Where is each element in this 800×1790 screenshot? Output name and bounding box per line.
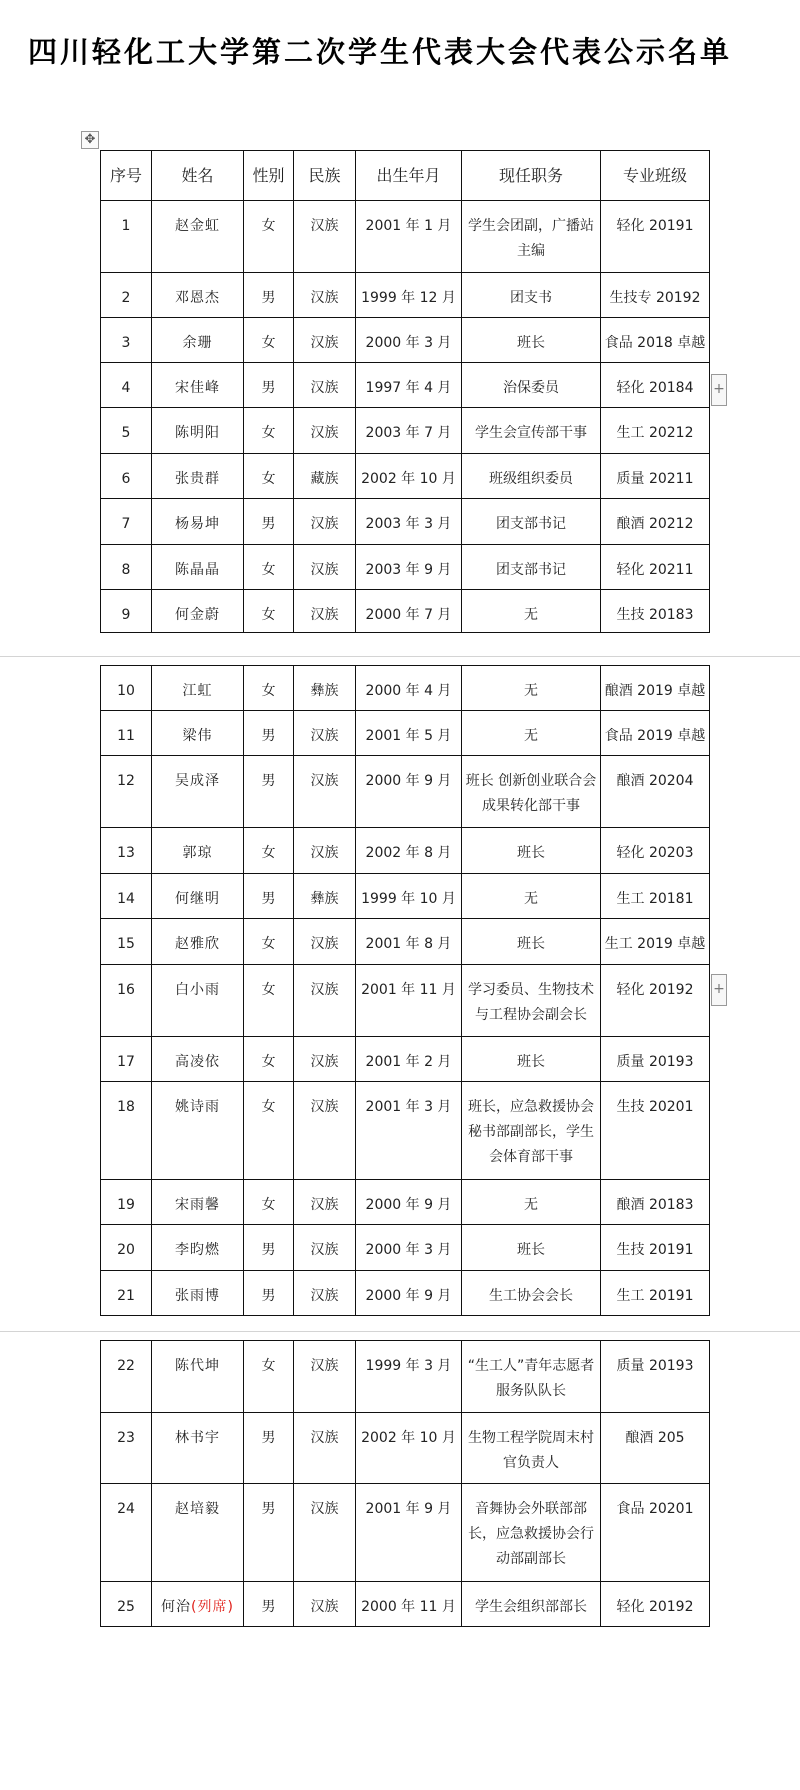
row-name xyxy=(152,590,244,633)
row-name xyxy=(152,545,244,590)
row-ethnicity: 汉族 xyxy=(294,273,356,318)
row-birth: 2003 年 3 月 xyxy=(356,499,462,545)
row-name-text: 江虹 xyxy=(182,683,213,699)
row-duty: 生工协会会长 xyxy=(462,1271,601,1316)
table-row xyxy=(101,874,710,919)
row-name-text: 张贵群 xyxy=(175,471,220,487)
table-row xyxy=(101,273,710,318)
row-number: 25 xyxy=(101,1582,152,1627)
row-number: 18 xyxy=(101,1082,152,1180)
row-class: 生技专 20192 xyxy=(601,273,710,318)
row-ethnicity: 彝族 xyxy=(294,666,356,711)
row-name xyxy=(152,363,244,408)
row-number: 5 xyxy=(101,408,152,454)
row-gender: 女 xyxy=(244,201,294,273)
row-class: 质量 20193 xyxy=(601,1037,710,1082)
table-row xyxy=(101,1484,710,1582)
row-class: 生工 20191 xyxy=(601,1271,710,1316)
row-name-text: 梁伟 xyxy=(182,728,213,744)
row-ethnicity: 汉族 xyxy=(294,499,356,545)
row-ethnicity: 汉族 xyxy=(294,711,356,756)
table-row xyxy=(101,201,710,273)
row-name xyxy=(152,1341,244,1413)
row-number: 12 xyxy=(101,756,152,828)
page-break xyxy=(0,656,800,657)
row-gender: 男 xyxy=(244,1484,294,1582)
row-name xyxy=(152,711,244,756)
row-class: 食品 20201 xyxy=(601,1484,710,1582)
row-class: 酿酒 20212 xyxy=(601,499,710,545)
row-name xyxy=(152,1037,244,1082)
row-ethnicity: 汉族 xyxy=(294,756,356,828)
table-row xyxy=(101,1582,710,1627)
row-name xyxy=(152,201,244,273)
table-row xyxy=(101,499,710,545)
row-birth: 2000 年 3 月 xyxy=(356,318,462,363)
row-class: 轻化 20211 xyxy=(601,545,710,590)
row-name-text: 宋雨馨 xyxy=(175,1197,220,1213)
row-gender: 男 xyxy=(244,1271,294,1316)
row-class: 生工 2019 卓越 xyxy=(601,919,710,965)
row-ethnicity: 藏族 xyxy=(294,454,356,499)
row-duty: 生物工程学院周末村官负责人 xyxy=(462,1413,601,1484)
row-duty: 班长 xyxy=(462,1037,601,1082)
row-gender: 女 xyxy=(244,919,294,965)
header-ethnicity: 民族 xyxy=(294,151,356,201)
page-title: 四川轻化工大学第二次学生代表大会代表公示名单 xyxy=(27,35,732,69)
row-birth: 1999 年 12 月 xyxy=(356,273,462,318)
row-name-text: 何继明 xyxy=(175,891,220,907)
table-row xyxy=(101,1271,710,1316)
row-number: 10 xyxy=(101,666,152,711)
row-birth: 1999 年 10 月 xyxy=(356,874,462,919)
row-duty: 班长 xyxy=(462,318,601,363)
row-class: 生技 20191 xyxy=(601,1225,710,1271)
row-birth: 2000 年 4 月 xyxy=(356,666,462,711)
row-name-text: 李昀燃 xyxy=(175,1242,220,1258)
row-number: 8 xyxy=(101,545,152,590)
row-gender: 男 xyxy=(244,499,294,545)
row-class: 轻化 20192 xyxy=(601,965,710,1037)
row-ethnicity: 汉族 xyxy=(294,408,356,454)
row-number: 6 xyxy=(101,454,152,499)
row-ethnicity: 汉族 xyxy=(294,1484,356,1582)
row-number: 9 xyxy=(101,590,152,633)
row-ethnicity: 汉族 xyxy=(294,828,356,874)
row-duty: 班长，应急救援协会秘书部副部长，学生会体育部干事 xyxy=(462,1082,601,1180)
row-name-text: 赵雅欣 xyxy=(175,936,220,952)
row-birth: 2001 年 5 月 xyxy=(356,711,462,756)
table-row xyxy=(101,756,710,828)
row-name xyxy=(152,1180,244,1225)
row-birth: 2000 年 9 月 xyxy=(356,1180,462,1225)
row-birth: 2001 年 8 月 xyxy=(356,919,462,965)
row-gender: 女 xyxy=(244,590,294,633)
row-duty: 学生会组织部部长 xyxy=(462,1582,601,1627)
row-name-text: 赵金虹 xyxy=(175,218,220,234)
row-birth: 1999 年 3 月 xyxy=(356,1341,462,1413)
row-class: 轻化 20192 xyxy=(601,1582,710,1627)
row-number: 23 xyxy=(101,1413,152,1484)
row-class: 生工 20181 xyxy=(601,874,710,919)
row-ethnicity: 汉族 xyxy=(294,1225,356,1271)
row-name-text: 何金蔚 xyxy=(175,607,220,623)
table-row xyxy=(101,1413,710,1484)
row-gender: 女 xyxy=(244,828,294,874)
row-class: 酿酒 20204 xyxy=(601,756,710,828)
row-ethnicity: 汉族 xyxy=(294,1582,356,1627)
row-gender: 女 xyxy=(244,1180,294,1225)
row-number: 3 xyxy=(101,318,152,363)
row-gender: 女 xyxy=(244,965,294,1037)
row-class: 轻化 20203 xyxy=(601,828,710,874)
table-row xyxy=(101,1180,710,1225)
row-ethnicity: 汉族 xyxy=(294,363,356,408)
row-number: 17 xyxy=(101,1037,152,1082)
row-duty: 班长 xyxy=(462,828,601,874)
table-row xyxy=(101,545,710,590)
row-duty: “生工人”青年志愿者服务队队长 xyxy=(462,1341,601,1413)
row-name-text: 邓恩杰 xyxy=(175,290,220,306)
row-ethnicity: 汉族 xyxy=(294,1180,356,1225)
header-name: 姓名 xyxy=(152,151,244,201)
row-gender: 男 xyxy=(244,363,294,408)
row-gender: 女 xyxy=(244,454,294,499)
row-number: 7 xyxy=(101,499,152,545)
representatives-table xyxy=(100,1340,710,1627)
row-ethnicity: 汉族 xyxy=(294,965,356,1037)
row-name xyxy=(152,828,244,874)
row-ethnicity: 彝族 xyxy=(294,874,356,919)
row-gender: 女 xyxy=(244,408,294,454)
row-name xyxy=(152,408,244,454)
row-ethnicity: 汉族 xyxy=(294,1413,356,1484)
row-ethnicity: 汉族 xyxy=(294,1082,356,1180)
row-ethnicity: 汉族 xyxy=(294,545,356,590)
row-number: 1 xyxy=(101,201,152,273)
row-name xyxy=(152,1082,244,1180)
row-name-text: 何治 xyxy=(161,1599,192,1615)
row-number: 22 xyxy=(101,1341,152,1413)
table-row xyxy=(101,666,710,711)
row-birth: 2003 年 7 月 xyxy=(356,408,462,454)
row-class: 轻化 20184 xyxy=(601,363,710,408)
row-duty: 班长 xyxy=(462,1225,601,1271)
row-ethnicity: 汉族 xyxy=(294,318,356,363)
header-no: 序号 xyxy=(101,151,152,201)
move-handle-icon[interactable]: ✥ xyxy=(81,131,99,149)
table-row xyxy=(101,965,710,1037)
table-row xyxy=(101,590,710,633)
row-number: 13 xyxy=(101,828,152,874)
table-row xyxy=(101,363,710,408)
row-name xyxy=(152,1271,244,1316)
table-row xyxy=(101,454,710,499)
row-name-text: 陈明阳 xyxy=(175,425,220,441)
row-birth: 2000 年 9 月 xyxy=(356,1271,462,1316)
table-row xyxy=(101,318,710,363)
row-name-text: 姚诗雨 xyxy=(175,1099,220,1115)
row-duty: 学生会团副，广播站主编 xyxy=(462,201,601,273)
row-name-text: 宋佳峰 xyxy=(175,380,220,396)
row-birth: 2000 年 11 月 xyxy=(356,1582,462,1627)
row-birth: 2000 年 9 月 xyxy=(356,756,462,828)
row-class: 质量 20211 xyxy=(601,454,710,499)
row-name xyxy=(152,756,244,828)
row-duty: 无 xyxy=(462,666,601,711)
row-name-text: 陈晶晶 xyxy=(175,562,220,578)
row-number: 11 xyxy=(101,711,152,756)
row-name xyxy=(152,454,244,499)
row-name xyxy=(152,1484,244,1582)
row-name-text: 林书宇 xyxy=(175,1430,220,1446)
row-gender: 男 xyxy=(244,1582,294,1627)
row-name xyxy=(152,965,244,1037)
representatives-table xyxy=(100,665,710,1316)
row-class: 食品 2019 卓越 xyxy=(601,711,710,756)
row-name xyxy=(152,273,244,318)
row-gender: 男 xyxy=(244,1225,294,1271)
row-class: 生工 20212 xyxy=(601,408,710,454)
table-row xyxy=(101,1037,710,1082)
table-row xyxy=(101,1082,710,1180)
row-number: 4 xyxy=(101,363,152,408)
row-class: 生技 20201 xyxy=(601,1082,710,1180)
row-duty: 团支部书记 xyxy=(462,499,601,545)
row-gender: 男 xyxy=(244,711,294,756)
representatives-table xyxy=(100,150,710,633)
row-name xyxy=(152,1413,244,1484)
row-name xyxy=(152,874,244,919)
row-gender: 女 xyxy=(244,1082,294,1180)
row-duty: 班级组织委员 xyxy=(462,454,601,499)
row-birth: 2001 年 2 月 xyxy=(356,1037,462,1082)
row-class: 食品 2018 卓越 xyxy=(601,318,710,363)
row-duty: 学习委员、生物技术与工程协会副会长 xyxy=(462,965,601,1037)
row-ethnicity: 汉族 xyxy=(294,1037,356,1082)
table-row xyxy=(101,711,710,756)
row-birth: 1997 年 4 月 xyxy=(356,363,462,408)
row-name-text: 赵培毅 xyxy=(175,1501,220,1517)
table-header-row xyxy=(101,151,710,201)
row-number: 21 xyxy=(101,1271,152,1316)
row-gender: 女 xyxy=(244,545,294,590)
table-row xyxy=(101,919,710,965)
row-duty: 班长 创新创业联合会成果转化部干事 xyxy=(462,756,601,828)
row-class: 轻化 20191 xyxy=(601,201,710,273)
row-gender: 女 xyxy=(244,1037,294,1082)
row-number: 2 xyxy=(101,273,152,318)
row-name xyxy=(152,1582,244,1627)
table-row xyxy=(101,408,710,454)
row-birth: 2002 年 10 月 xyxy=(356,454,462,499)
row-ethnicity: 汉族 xyxy=(294,919,356,965)
row-name-text: 张雨博 xyxy=(175,1288,220,1304)
row-ethnicity: 汉族 xyxy=(294,1341,356,1413)
row-duty: 团支书 xyxy=(462,273,601,318)
row-gender: 男 xyxy=(244,1413,294,1484)
row-name-text: 余珊 xyxy=(182,335,213,351)
row-birth: 2001 年 11 月 xyxy=(356,965,462,1037)
row-duty: 团支部书记 xyxy=(462,545,601,590)
header-class: 专业班级 xyxy=(601,151,710,201)
header-birth: 出生年月 xyxy=(356,151,462,201)
table-row xyxy=(101,828,710,874)
page-break xyxy=(0,1331,800,1332)
row-name xyxy=(152,318,244,363)
row-birth: 2001 年 1 月 xyxy=(356,201,462,273)
row-name xyxy=(152,919,244,965)
row-name-text: 吴成泽 xyxy=(175,773,220,789)
row-birth: 2001 年 3 月 xyxy=(356,1082,462,1180)
row-class: 质量 20193 xyxy=(601,1341,710,1413)
row-duty: 无 xyxy=(462,590,601,633)
row-name-text: 郭琼 xyxy=(182,845,213,861)
row-gender: 男 xyxy=(244,874,294,919)
row-name-text: 高凌依 xyxy=(175,1054,220,1070)
row-number: 20 xyxy=(101,1225,152,1271)
row-birth: 2000 年 7 月 xyxy=(356,590,462,633)
plus-icon[interactable]: + xyxy=(711,374,727,406)
row-duty: 无 xyxy=(462,1180,601,1225)
row-duty: 无 xyxy=(462,874,601,919)
row-number: 16 xyxy=(101,965,152,1037)
row-birth: 2002 年 8 月 xyxy=(356,828,462,874)
table-row xyxy=(101,1341,710,1413)
row-gender: 女 xyxy=(244,1341,294,1413)
table-row xyxy=(101,1225,710,1271)
row-birth: 2003 年 9 月 xyxy=(356,545,462,590)
row-name-text: 陈代坤 xyxy=(175,1358,220,1374)
row-name xyxy=(152,499,244,545)
row-name xyxy=(152,666,244,711)
header-duty: 现任职务 xyxy=(462,151,601,201)
plus-icon[interactable]: + xyxy=(711,974,727,1006)
row-class: 酿酒 205 xyxy=(601,1413,710,1484)
row-name-text: 杨易坤 xyxy=(175,516,220,532)
row-gender: 女 xyxy=(244,666,294,711)
row-duty: 无 xyxy=(462,711,601,756)
row-name-text: 白小雨 xyxy=(175,982,220,998)
row-gender: 女 xyxy=(244,318,294,363)
row-birth: 2002 年 10 月 xyxy=(356,1413,462,1484)
row-number: 14 xyxy=(101,874,152,919)
row-gender: 男 xyxy=(244,756,294,828)
row-ethnicity: 汉族 xyxy=(294,590,356,633)
row-birth: 2001 年 9 月 xyxy=(356,1484,462,1582)
row-duty: 音舞协会外联部部长，应急救援协会行动部副部长 xyxy=(462,1484,601,1582)
row-class: 酿酒 20183 xyxy=(601,1180,710,1225)
row-birth: 2000 年 3 月 xyxy=(356,1225,462,1271)
remark-observer: (列席) xyxy=(191,1599,234,1615)
row-name xyxy=(152,1225,244,1271)
row-number: 15 xyxy=(101,919,152,965)
row-duty: 学生会宣传部干事 xyxy=(462,408,601,454)
row-duty: 治保委员 xyxy=(462,363,601,408)
row-ethnicity: 汉族 xyxy=(294,201,356,273)
row-number: 24 xyxy=(101,1484,152,1582)
row-duty: 班长 xyxy=(462,919,601,965)
row-class: 生技 20183 xyxy=(601,590,710,633)
row-number: 19 xyxy=(101,1180,152,1225)
row-ethnicity: 汉族 xyxy=(294,1271,356,1316)
row-class: 酿酒 2019 卓越 xyxy=(601,666,710,711)
row-gender: 男 xyxy=(244,273,294,318)
header-gender: 性别 xyxy=(244,151,294,201)
